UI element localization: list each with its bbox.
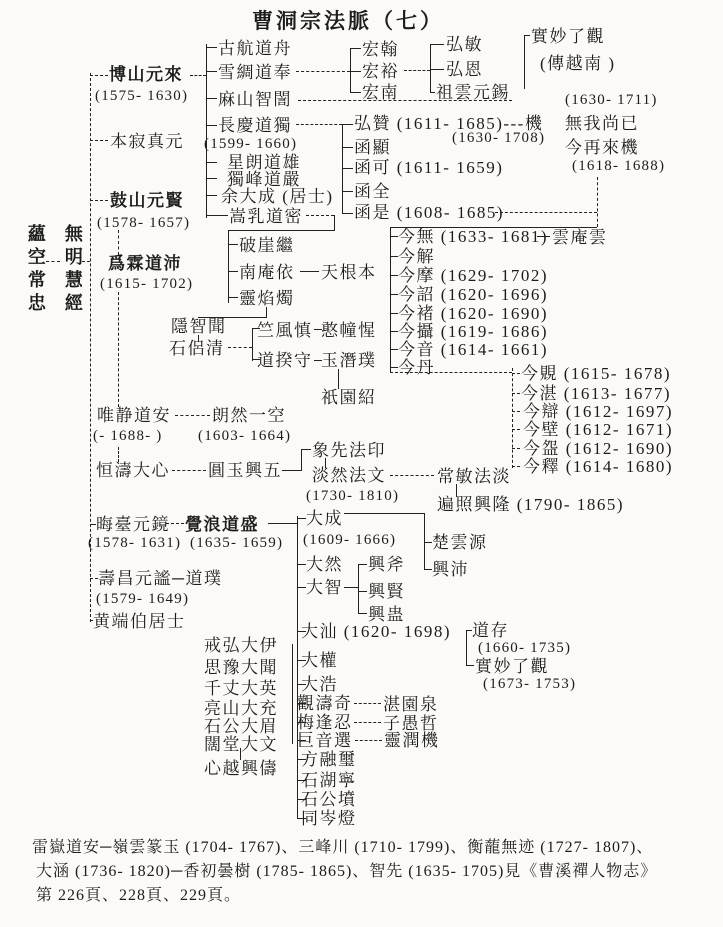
connector-line (430, 44, 431, 92)
connector-line (325, 458, 326, 468)
node-liangshan-dachong: 亮山大充 (204, 699, 278, 718)
connector-line (301, 449, 311, 450)
node-bianzhao-xinglong: 遍照興隆 (1790- 1865) (437, 495, 624, 514)
connector-line (166, 523, 184, 524)
node-mashan-zhiyin: 麻山智誾 (218, 90, 292, 109)
connector-line (297, 660, 306, 661)
connector-line (597, 177, 598, 227)
connector-line (390, 236, 398, 237)
connector-line (390, 349, 398, 350)
connector-line (512, 393, 520, 394)
node-huitai-dates: (1578- 1631) (88, 535, 182, 551)
node-jinyin: 今音 (1614- 1661) (398, 340, 548, 359)
connector-line (206, 125, 217, 126)
connector-line (466, 630, 472, 631)
connector-line (512, 368, 513, 468)
node-jinbian: 今辯 (1612- 1697) (523, 402, 673, 421)
node-shimiao-liaoguan-1: 實妙了觀 (531, 27, 605, 46)
node-tongcen-deng: 同岑燈 (301, 809, 357, 828)
node-qianzhang-daying: 千丈大英 (204, 679, 278, 698)
connector-line (90, 524, 96, 525)
connector-line (354, 703, 381, 704)
connector-line (297, 631, 306, 632)
node-jin-zailai-dates: (1618- 1688) (572, 158, 666, 174)
node-hanquan: 函全 (354, 182, 391, 201)
node-chuyun-yuan: 楚雲源 (432, 533, 488, 552)
node-weijing-daoan: 唯静道安 (97, 406, 171, 425)
node-xingpei: 興沛 (432, 560, 469, 579)
connector-line (292, 644, 293, 744)
connector-line (358, 613, 367, 614)
node-weijing-dates: (- 1688- ) (93, 428, 163, 444)
node-dacheng: 大成 (306, 509, 343, 528)
node-xinglang-daoxiong: 星朗道雄 (227, 153, 301, 172)
connector-line (206, 195, 217, 196)
connector-line (537, 236, 550, 237)
node-changqing-dates: (1599- 1660) (204, 136, 298, 152)
node-huangduanbo-jushi: 黄端伯居士 (93, 612, 186, 631)
connector-line (512, 373, 520, 374)
node-gushan-yuanxian: 鼓山元賢 (110, 191, 184, 210)
node-daquan: 大權 (301, 651, 338, 670)
node-yunkong-changzhong: 蘊空常忠 (25, 224, 46, 316)
connector-line (297, 587, 306, 588)
node-hongen: 弘恩 (446, 60, 483, 79)
connector-line (198, 335, 199, 342)
connector-line (358, 591, 367, 592)
connector-line (206, 162, 217, 163)
connector-line (296, 124, 342, 125)
connector-line (90, 75, 108, 76)
node-fangrong-xi: 方融璽 (301, 750, 357, 769)
connector-line (344, 587, 358, 588)
node-daokui-shou: 道揆守 (257, 351, 313, 370)
node-dazhi: 大智 (306, 578, 343, 597)
node-yuanyu-xingwu: 圓玉興五 (208, 461, 282, 480)
node-hanxian: 函顯 (354, 138, 391, 157)
node-jinjie: 今解 (398, 247, 435, 266)
connector-line (342, 213, 353, 214)
node-langran-yikong: 朗然一空 (212, 406, 286, 425)
node-poya-ji: 破崖繼 (239, 236, 295, 255)
node-tiangen-ben: 天根本 (321, 263, 377, 282)
connector-line (118, 447, 119, 462)
node-dacheng-dates: (1609- 1666) (303, 532, 397, 548)
connector-line (268, 523, 298, 524)
node-juelang-dates: (1635- 1659) (190, 535, 284, 551)
connector-line (524, 35, 525, 89)
node-hongzan-ji: 弘贊 (1611- 1685)---機 (354, 114, 544, 133)
node-xingxian: 興賢 (368, 582, 405, 601)
node-wuming-huijing: 無明慧經 (62, 224, 83, 316)
connector-line (350, 48, 351, 92)
connector-line (512, 429, 520, 430)
node-kuotang-dawen: 闊堂大文 (204, 735, 278, 754)
node-hengtao-daxin: 恒濤大心 (96, 461, 170, 480)
node-hongnan: 宏南 (362, 83, 399, 102)
connector-line (342, 191, 353, 192)
connector-line (456, 484, 457, 497)
connector-line (342, 124, 343, 214)
connector-line (390, 294, 398, 295)
node-xuechou-daofeng: 雪綢道奉 (218, 63, 292, 82)
node-jinchu: 今褚 (1620- 1690) (398, 304, 548, 323)
node-zuyun-yuanxi: 祖雲元錫 (436, 83, 510, 102)
connector-line (466, 630, 467, 666)
node-jiehong-dayi: 戒弘大伊 (204, 636, 278, 655)
connector-line (206, 98, 217, 99)
node-dufeng-daoyan: 獨峰道嚴 (227, 170, 301, 189)
connector-line (390, 275, 398, 276)
node-qiyuan-shao: 祇園紹 (321, 388, 377, 407)
connector-line (314, 360, 322, 361)
node-wuwo-shangyi: 無我尚已 (565, 114, 639, 133)
connector-line (297, 703, 306, 704)
node-jinshe: 今攝 (1619- 1686) (398, 322, 548, 341)
node-juyin-xuan: 巨音選 (297, 731, 353, 750)
connector-line (430, 44, 444, 45)
connector-line (390, 227, 597, 228)
connector-line (190, 75, 206, 76)
node-danran-dates: (1730- 1810) (306, 488, 400, 504)
node-juelang-daosheng: 覺浪道盛 (185, 515, 259, 534)
connector-line (424, 542, 432, 543)
connector-line (404, 70, 430, 71)
node-jinzhao: 今詔 (1620- 1696) (398, 285, 548, 304)
node-jin-zailai-ji: 今再來機 (565, 138, 639, 157)
connector-line (390, 331, 398, 332)
node-shilv-qing: 石侶清 (169, 339, 225, 358)
node-shouchang-dates: (1579- 1649) (96, 591, 190, 607)
node-honghan: 宏翰 (362, 40, 399, 59)
connector-line (342, 124, 353, 125)
connector-line (297, 518, 306, 519)
connector-line (424, 569, 432, 570)
node-jinwu: 今無 (1633- 1681) (398, 227, 548, 246)
footer-note-line-2: 大涵 (1736- 1820)─香初曇樹 (1785- 1865)、智先 (1635- 1705)見《曹溪禪人物志》 (36, 863, 658, 880)
connector-line (228, 297, 238, 298)
connector-line (175, 415, 210, 416)
connector-line (252, 359, 260, 360)
node-weilin-daopei: 爲霖道沛 (108, 254, 182, 273)
node-meifeng-ren: 梅逢忍 (297, 713, 353, 732)
connector-line (297, 684, 306, 685)
connector-line (297, 564, 306, 565)
node-ji-dates: (1630- 1708) (452, 130, 546, 146)
connector-line (228, 230, 229, 303)
node-changmin-fadan: 常敏法淡 (437, 467, 511, 486)
connector-line (350, 71, 361, 72)
node-yu-dacheng-jushi: 余大成 (居士) (221, 187, 334, 206)
footer-note-line-3: 第 226頁、228頁、229頁。 (36, 887, 242, 904)
connector-line (90, 140, 108, 141)
node-yuqian-pu: 玉潛璞 (321, 351, 377, 370)
connector-line (301, 449, 302, 471)
node-benji-zhenyuan: 本寂真元 (110, 132, 184, 151)
connector-line (297, 722, 306, 723)
node-dahao: 大浩 (301, 675, 338, 694)
node-dashan: 大汕 (1620- 1698) (301, 622, 451, 641)
connector-line (512, 448, 520, 449)
node-danran-fawen: 淡然法文 (312, 466, 386, 485)
footer-note-line-1: 雷嶽道安─嶺雲篆玉 (1704- 1767)、三峰川 (1710- 1799)、衡蘢無迹 (1727- 1807)、 (32, 839, 654, 856)
connector-line (430, 69, 444, 70)
connector-line (46, 261, 60, 262)
node-shimiao-2-dates: (1673- 1753) (483, 676, 577, 692)
connector-line (390, 227, 391, 372)
connector-line (512, 411, 520, 412)
node-shimiao-liaoguan-2: 實妙了觀 (475, 657, 549, 676)
connector-line (206, 215, 228, 216)
connector-line (228, 347, 252, 348)
node-yunan-yun: 雲庵雲 (552, 228, 608, 247)
connector-line (358, 564, 367, 565)
node-nanan-yi: 南庵依 (239, 263, 295, 282)
node-jinyao: 今覞 (1615- 1678) (521, 364, 671, 383)
connector-line (390, 372, 512, 373)
connector-line (118, 230, 119, 255)
connector-line (390, 313, 398, 314)
connector-line (206, 178, 217, 179)
node-yinzhi-wen: 隱智聞 (171, 317, 227, 336)
connector-line (198, 317, 267, 318)
node-daocun-dates: (1660- 1735) (478, 640, 572, 656)
node-xinggu: 興蛊 (368, 605, 405, 624)
node-guhang-daozhou: 古航道舟 (218, 39, 292, 58)
node-boshan-yuanlai: 博山元來 (109, 65, 183, 84)
connector-line (338, 369, 339, 389)
connector-line (342, 168, 353, 169)
node-jinmo: 今摩 (1629- 1702) (398, 266, 548, 285)
connector-line (297, 818, 306, 819)
connector-line (297, 780, 306, 781)
connector-line (306, 215, 334, 216)
connector-line (300, 271, 319, 272)
connector-line (512, 466, 520, 467)
node-shigong-fen: 石公墳 (301, 790, 357, 809)
connector-line (172, 470, 206, 471)
node-xinyue-xingchou: 心越興儔 (204, 759, 278, 778)
connector-line (90, 578, 98, 579)
connector-line (118, 292, 119, 407)
node-shouchang-yuanmi: 壽昌元謐─道璞 (98, 569, 223, 588)
connector-line (90, 200, 108, 201)
node-changqing-daodu: 長慶道獨 (218, 116, 292, 135)
node-jinbi: 今壁 (1612- 1671) (523, 420, 673, 439)
connector-line (206, 71, 217, 72)
connector-line (82, 261, 90, 262)
node-jinzhan: 今湛 (1613- 1677) (521, 384, 671, 403)
connector-line (342, 147, 353, 148)
node-zhufeng-shen: 竺風慎 (257, 321, 313, 340)
connector-line (228, 271, 238, 272)
connector-line (334, 215, 335, 231)
connector-line (350, 92, 361, 93)
node-jindan: 今丹 (398, 358, 435, 377)
node-jinwan: 今盌 (1612- 1690) (523, 439, 673, 458)
node-boshan-dates: (1575- 1630) (95, 88, 189, 104)
connector-line (206, 47, 217, 48)
node-shihu-ning: 石湖寧 (301, 771, 357, 790)
connector-line (390, 475, 434, 476)
connector-line (524, 35, 530, 36)
node-hongmin: 弘敏 (446, 35, 483, 54)
node-daocun: 道存 (472, 621, 509, 640)
node-gushan-dates: (1578- 1657) (97, 215, 191, 231)
node-langran-dates: (1603- 1664) (198, 428, 292, 444)
node-xiangxian-fayin: 象先法印 (312, 441, 386, 460)
node-hanke: 函可 (1611- 1659) (354, 158, 504, 177)
node-lingyan-zhu: 靈焰燭 (239, 289, 295, 308)
connector-line (252, 328, 260, 329)
connector-line (344, 513, 424, 514)
connector-line (314, 329, 322, 330)
connector-line (355, 740, 382, 741)
page-title: 曹洞宗法脈（七） (252, 9, 444, 33)
connector-line (90, 620, 93, 621)
connector-line (297, 516, 298, 818)
connector-line (354, 722, 381, 723)
node-guantao-qi: 觀濤奇 (297, 694, 353, 713)
node-shimiao-1-dates: (1630- 1711) (565, 92, 658, 108)
connector-line (495, 212, 597, 213)
connector-line (298, 100, 512, 101)
connector-line (430, 92, 435, 93)
connector-line (228, 244, 238, 245)
connector-line (358, 564, 359, 614)
node-shigong-damei: 石公大眉 (204, 717, 278, 736)
connector-line (228, 230, 335, 231)
node-weilin-dates: (1615- 1702) (100, 276, 194, 292)
node-daran: 大然 (306, 555, 343, 574)
connector-line (240, 748, 241, 760)
node-siyu-dawen: 思豫大聞 (204, 658, 278, 677)
connector-line (297, 740, 306, 741)
connector-line (282, 470, 301, 471)
connector-line (296, 71, 350, 72)
node-jinshi: 今釋 (1614- 1680) (523, 457, 673, 476)
node-lingrun-ji: 靈潤機 (384, 731, 440, 750)
connector-line (390, 367, 398, 368)
node-zhanyuan-quan: 湛園泉 (383, 695, 439, 714)
connector-line (466, 665, 474, 666)
node-songru-daomi: 嵩乳道密 (229, 207, 303, 226)
connector-line (390, 256, 398, 257)
connector-line (297, 799, 306, 800)
node-hanshi: 函是 (1608- 1685) (354, 203, 504, 222)
connector-line (350, 48, 361, 49)
node-xingfu: 興斧 (368, 555, 405, 574)
connector-line (252, 328, 253, 361)
node-hongyu: 宏裕 (362, 62, 399, 81)
node-ziyu-zhe: 子愚哲 (383, 714, 439, 733)
node-huitai-yuanjing: 晦臺元鏡 (96, 515, 170, 534)
node-chuan-yuenan: (傳越南 ) (540, 54, 616, 73)
connector-line (297, 759, 306, 760)
node-hanchuang-xing: 憨幢惺 (321, 321, 377, 340)
connector-line (90, 73, 91, 622)
